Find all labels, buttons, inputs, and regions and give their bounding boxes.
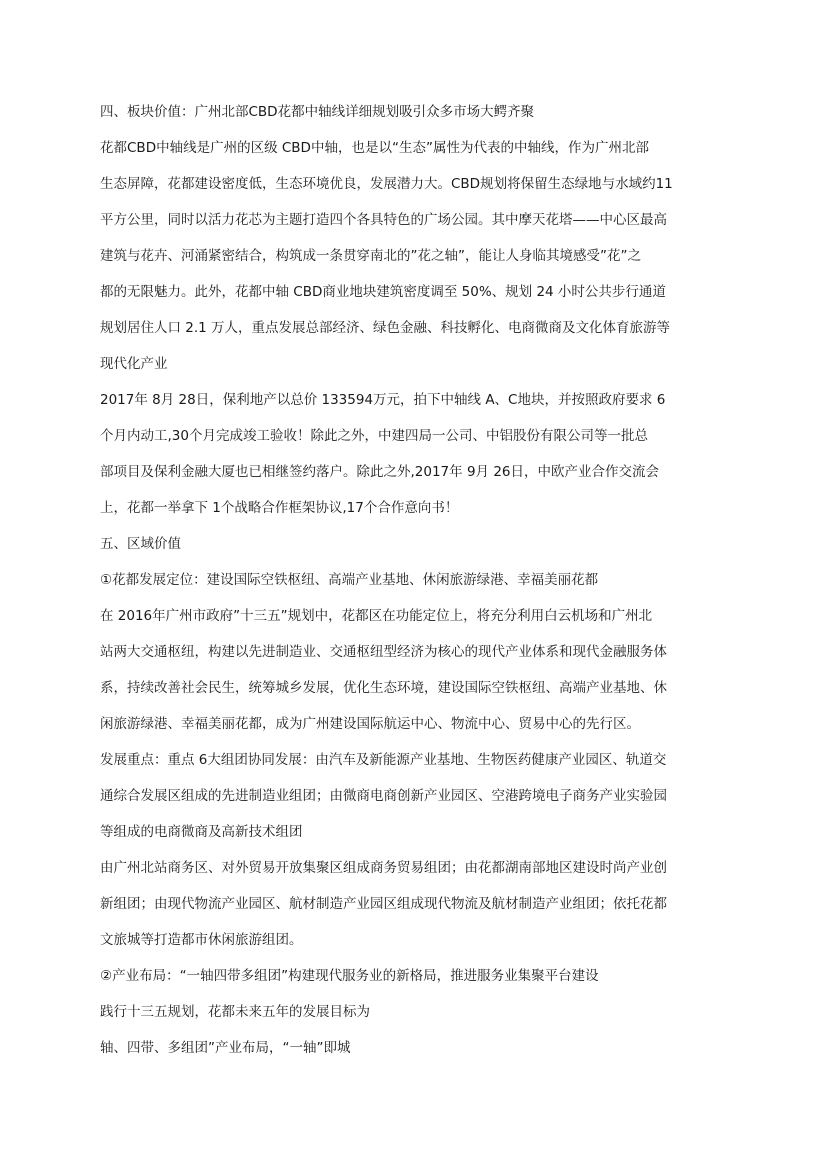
paragraph-line: 文旅城等打造都市休闲旅游组团。 bbox=[100, 932, 303, 948]
paragraph-line: 发展重点：重点 6大组团协同发展：由汽车及新能源产业基地、生物医药健康产业园区、轨道交 bbox=[100, 752, 667, 768]
paragraph-line: 现代化产业 bbox=[100, 356, 168, 372]
paragraph-line: 平方公里，同时以活力花芯为主题打造四个各具特色的广场公园。其中摩天花塔——中心区最高 bbox=[100, 212, 667, 228]
paragraph-line: 由广州北站商务区、对外贸易开放集聚区组成商务贸易组团；由花都湖南部地区建设时尚产业创 bbox=[100, 860, 667, 876]
section-heading-5: 五、区域价值 bbox=[100, 536, 181, 552]
subheading-positioning: ①花都发展定位：建设国际空铁枢纽、高端产业基地、休闲旅游绿港、幸福美丽花都 bbox=[100, 572, 599, 588]
paragraph-line: 新组团；由现代物流产业园区、航材制造产业园区组成现代物流及航材制造产业组团；依托花都 bbox=[100, 896, 667, 912]
paragraph-line: 轴、四带、多组团”产业布局，“一轴”即城 bbox=[100, 1040, 351, 1056]
paragraph-line: 规划居住人口 2.1 万人，重点发展总部经济、绿色金融、科技孵化、电商微商及文化体育旅游等 bbox=[100, 320, 671, 336]
paragraph-line: 个月内动工,30个月完成竣工验收！除此之外，中建四局一公司、中铝股份有限公司等一批总 bbox=[100, 428, 648, 444]
paragraph-line: 系，持续改善社会民生，统筹城乡发展，优化生态环境，建设国际空铁枢纽、高端产业基地、休 bbox=[100, 680, 667, 696]
paragraph-line: 生态屏障，花都建设密度低，生态环境优良，发展潜力大。CBD规划将保留生态绿地与水域约11 bbox=[100, 176, 673, 192]
subheading-industry-layout: ②产业布局：“一轴四带多组团”构建现代服务业的新格局，推进服务业集聚平台建设 bbox=[100, 968, 599, 984]
paragraph-line: 践行十三五规划，花都未来五年的发展目标为 bbox=[100, 1004, 370, 1020]
paragraph-line: 站两大交通枢纽，构建以先进制造业、交通枢纽型经济为核心的现代产业体系和现代金融服务体 bbox=[100, 644, 667, 660]
paragraph-line: 上，花都一举拿下 1个战略合作框架协议,17个合作意向书！ bbox=[100, 500, 459, 516]
paragraph-line: 在 2016年广州市政府”十三五”规划中，花都区在功能定位上，将充分利用白云机场和广州北 bbox=[100, 608, 653, 624]
paragraph-line: 部项目及保利金融大厦也已相继签约落户。除此之外,2017年 9月 26日，中欧产业合作交流会 bbox=[100, 464, 659, 480]
paragraph-line: 2017年 8月 28日，保利地产以总价 133594万元，拍下中轴线 A、C地块，并按照政府要求 6 bbox=[100, 392, 666, 408]
paragraph-line: 闲旅游绿港、幸福美丽花都，成为广州建设国际航运中心、物流中心、贸易中心的先行区。 bbox=[100, 716, 640, 732]
paragraph-line: 等组成的电商微商及高新技术组团 bbox=[100, 824, 303, 840]
paragraph-line: 都的无限魅力。此外，花都中轴 CBD商业地块建筑密度调至 50%、规划 24 小时公共步行通道 bbox=[100, 284, 666, 300]
paragraph-line: 花都CBD中轴线是广州的区级 CBD中轴，也是以“生态”属性为代表的中轴线，作为广州北部 bbox=[100, 140, 649, 156]
paragraph-line: 建筑与花卉、河涌紧密结合，构筑成一条贯穿南北的”花之轴”，能让人身临其境感受”花”之 bbox=[100, 248, 641, 264]
paragraph-line: 通综合发展区组成的先进制造业组团；由微商电商创新产业园区、空港跨境电子商务产业实验园 bbox=[100, 788, 667, 804]
section-heading-4: 四、板块价值：广州北部CBD花都中轴线详细规划吸引众多市场大鳄齐聚 bbox=[100, 104, 535, 120]
